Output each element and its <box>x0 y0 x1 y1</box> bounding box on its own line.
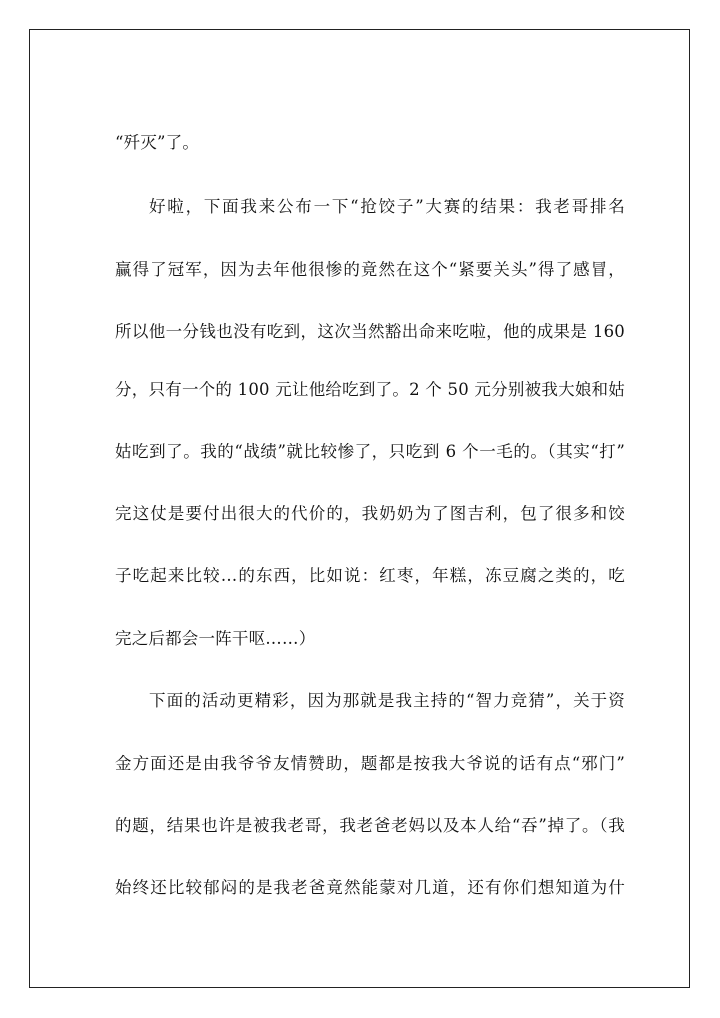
text-line-10: 下面的活动更精彩，因为那就是我主持的“智力竞猜”，关于资 <box>149 691 625 710</box>
text-line-6: 姑吃到了。我的“战绩”就比较惨了，只吃到 6 个一毛的。（其实“打” <box>115 442 625 461</box>
text-line-5: 分，只有一个的 100 元让他给吃到了。2 个 50 元分别被我大娘和姑 <box>115 380 625 399</box>
text-line-13: 始终还比较郁闷的是我老爸竟然能蒙对几道，还有你们想知道为什 <box>115 878 625 897</box>
text-line-9: 完之后都会一阵干呕……） <box>115 629 316 648</box>
text-line-2: 好啦，下面我来公布一下“抢饺子”大赛的结果：我老哥排名 <box>149 197 625 216</box>
text-line-8: 子吃起来比较…的东西，比如说：红枣，年糕，冻豆腐之类的，吃 <box>115 566 625 585</box>
text-line-4: 所以他一分钱也没有吃到，这次当然豁出命来吃啦，他的成果是 160 <box>115 322 625 341</box>
text-line-1: “歼灭”了。 <box>115 133 200 152</box>
text-line-3: 赢得了冠军，因为去年他很惨的竟然在这个“紧要关头”得了感冒， <box>115 260 625 279</box>
text-line-11: 金方面还是由我爷爷友情赞助，题都是按我大爷说的话有点“邪门” <box>115 754 625 773</box>
text-line-12: 的题，结果也许是被我老哥，我老爸老妈以及本人给“吞”掉了。（我 <box>115 816 625 835</box>
text-line-7: 完这仗是要付出很大的代价的，我奶奶为了图吉利，包了很多和饺 <box>115 504 625 523</box>
